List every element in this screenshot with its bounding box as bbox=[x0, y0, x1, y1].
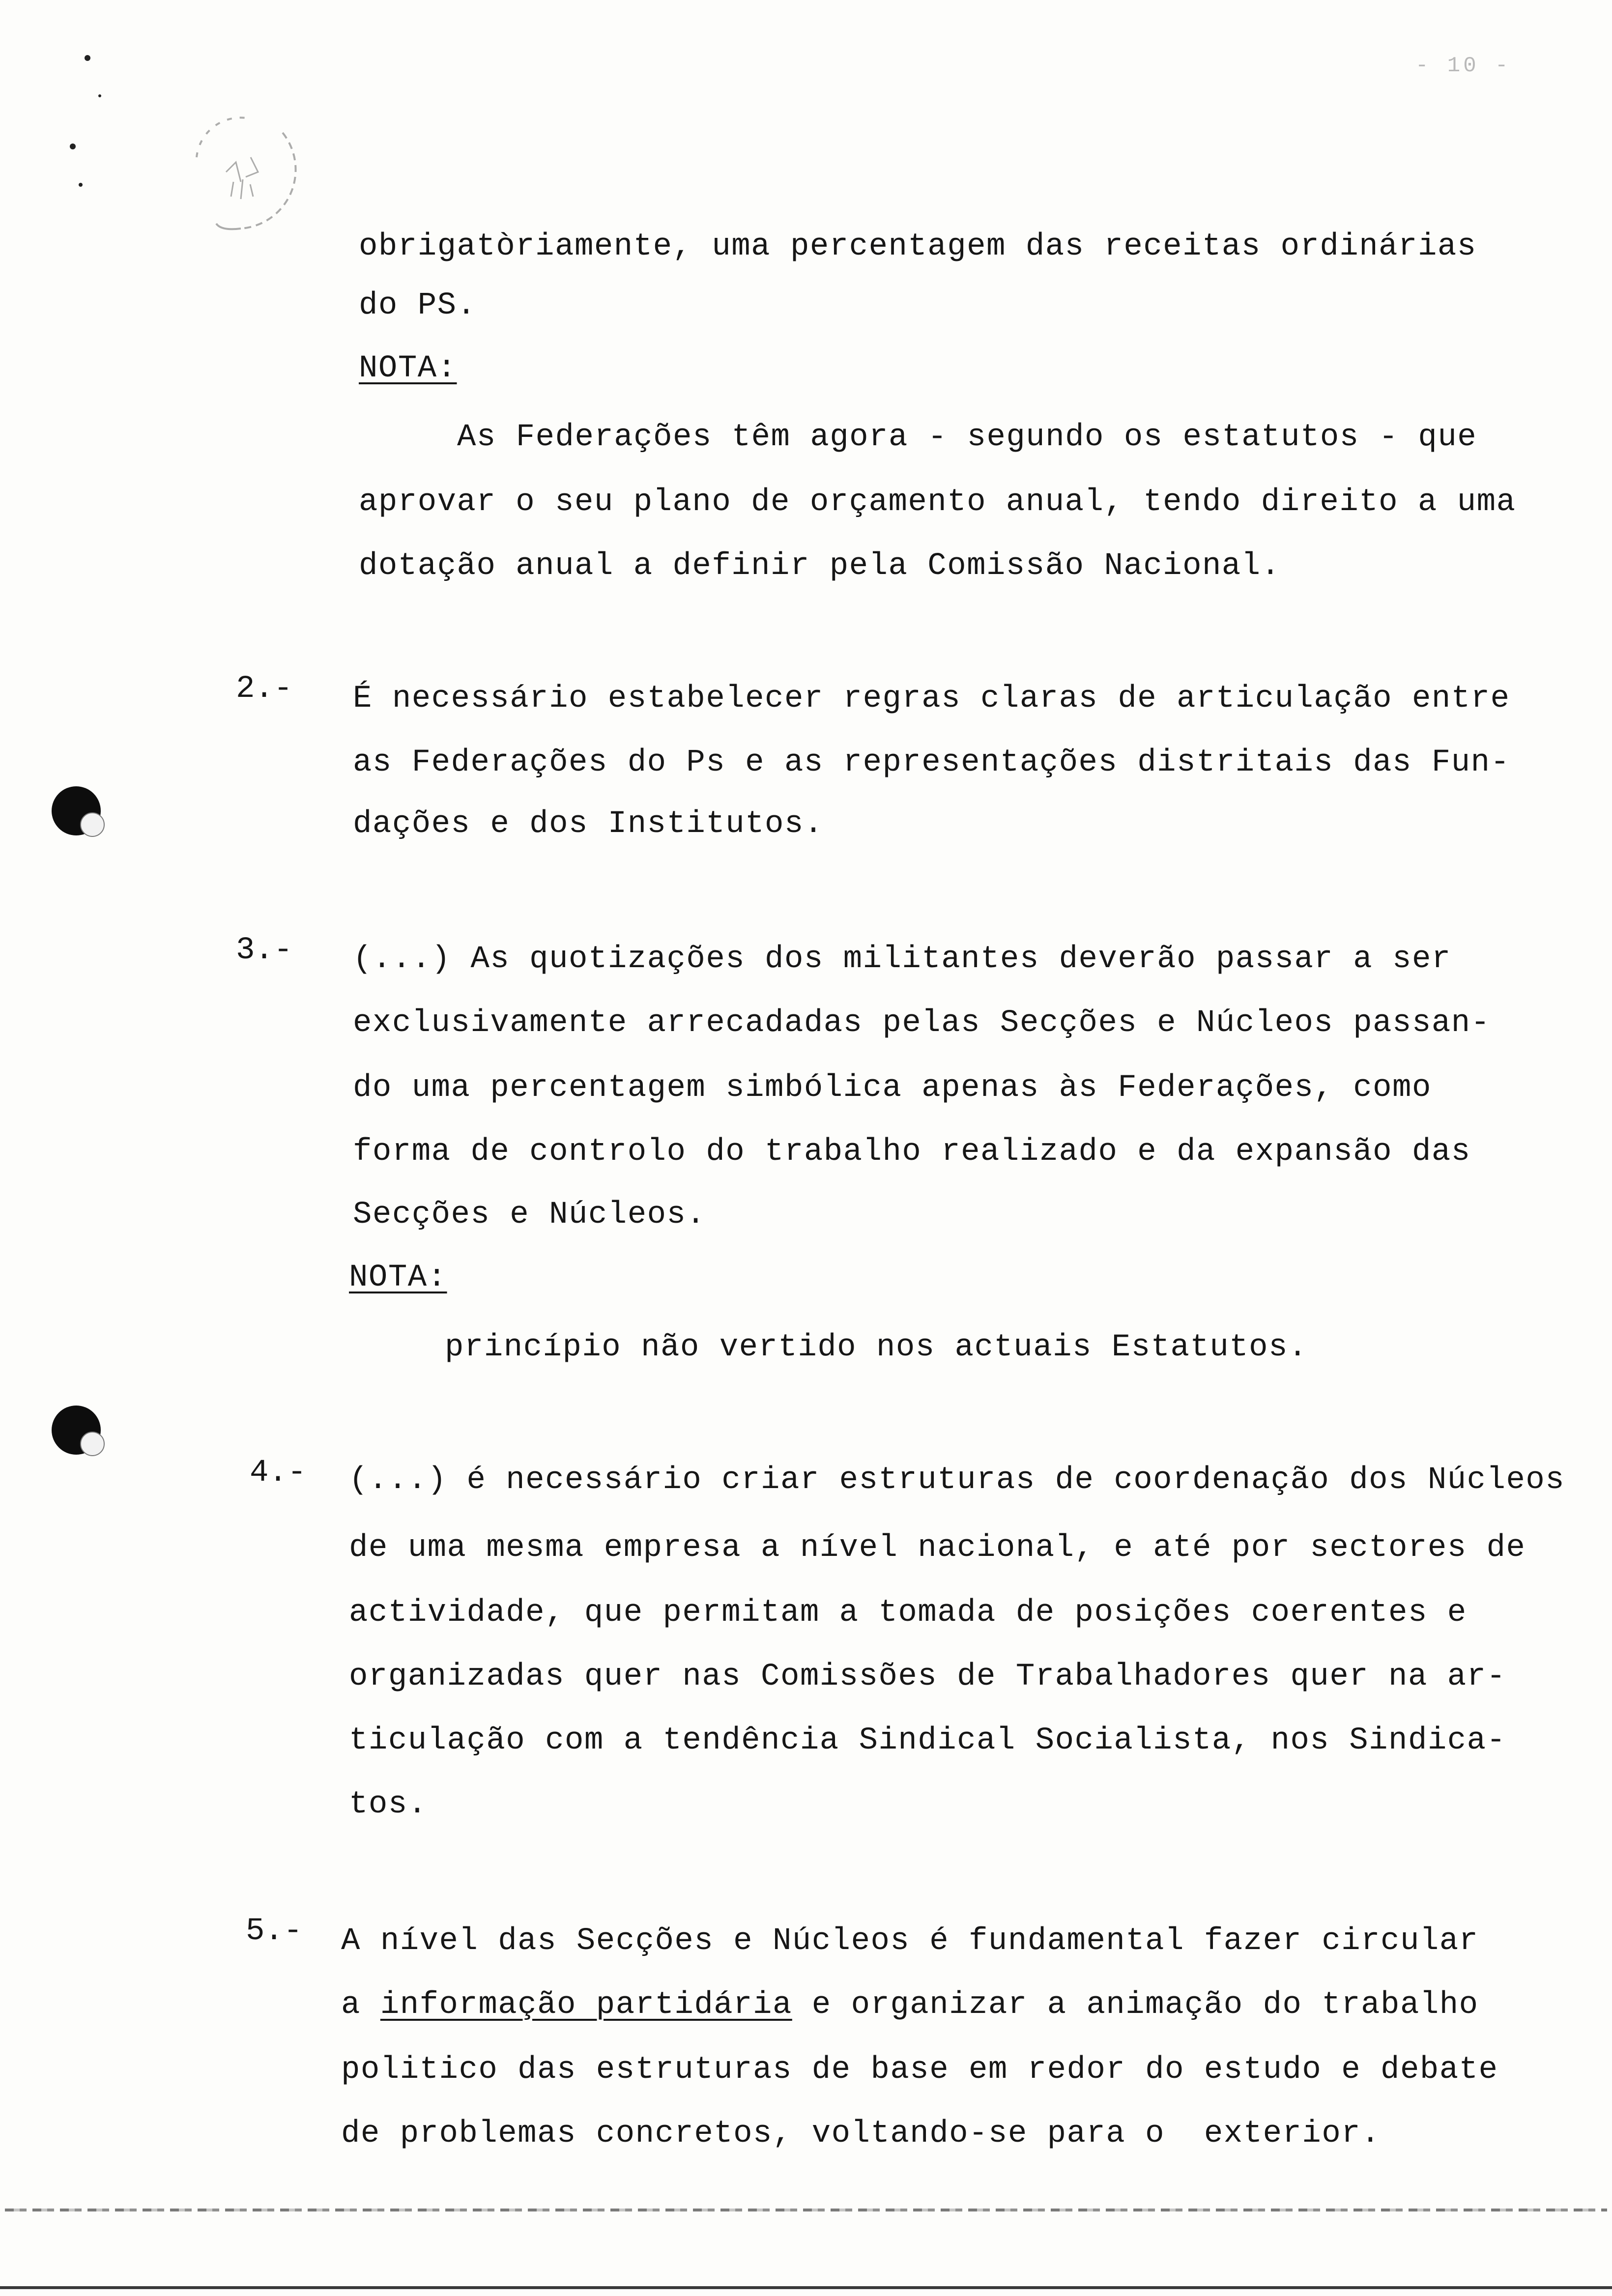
item-line bbox=[341, 1989, 1479, 2021]
item-line-prefix: a bbox=[341, 1987, 380, 2023]
item-number: 5.- bbox=[246, 1914, 303, 1949]
page-number: - 10 - bbox=[1415, 54, 1511, 78]
ink-speck bbox=[70, 144, 76, 149]
item-line: tos. bbox=[349, 1787, 428, 1822]
round-stamp-icon bbox=[167, 98, 310, 241]
item-line: A nível das Secções e Núcleos é fundamental fazer circular bbox=[341, 1923, 1479, 1959]
item-line: ticulação com a tendência Sindical Socialista, nos Sindica- bbox=[349, 1723, 1506, 1758]
intro-line: obrigatòriamente, uma percentagem das receitas ordinárias bbox=[359, 229, 1477, 264]
item-line: de uma mesma empresa a nível nacional, e até por sectores de bbox=[349, 1530, 1526, 1566]
note-line: princípio não vertido nos actuais Estatutos. bbox=[445, 1330, 1308, 1365]
punch-hole-icon bbox=[49, 1406, 108, 1460]
item-line: politico das estruturas de base em redor do estudo e debate bbox=[341, 2052, 1498, 2088]
underlined-phrase: informação partidária bbox=[380, 1987, 792, 2023]
note-label: NOTA: bbox=[359, 351, 457, 386]
item-line: Secções e Núcleos. bbox=[353, 1197, 706, 1233]
item-number: 2.- bbox=[236, 671, 293, 707]
item-line: organizadas quer nas Comissões de Trabalhadores quer na ar- bbox=[349, 1659, 1506, 1694]
item-line: (...) As quotizações dos militantes deverão passar a ser bbox=[353, 942, 1451, 977]
scan-edge-line bbox=[5, 2209, 1607, 2211]
item-line: exclusivamente arrecadadas pelas Secções e Núcleos passan- bbox=[353, 1005, 1491, 1041]
punch-hole-icon bbox=[49, 786, 108, 840]
note-line: dotação anual a definir pela Comissão Nacional. bbox=[359, 548, 1281, 584]
item-line: as Federações do Ps e as representações distritais das Fun- bbox=[353, 745, 1510, 780]
note-label: NOTA: bbox=[349, 1260, 447, 1295]
note-line: aprovar o seu plano de orçamento anual, tendo direito a uma bbox=[359, 485, 1516, 520]
intro-line: do PS. bbox=[359, 288, 477, 323]
note-line: As Federações têm agora - segundo os estatutos - que bbox=[457, 420, 1477, 455]
item-line: actividade, que permitam a tomada de posições coerentes e bbox=[349, 1595, 1467, 1631]
ink-speck bbox=[85, 55, 90, 61]
item-line: de problemas concretos, voltando-se para o exterior. bbox=[341, 2116, 1381, 2152]
item-line-suffix: e organizar a animação do trabalho bbox=[792, 1987, 1479, 2023]
item-line: forma de controlo do trabalho realizado e da expansão das bbox=[353, 1134, 1471, 1170]
item-line: dações e dos Institutos. bbox=[353, 806, 824, 842]
ink-speck bbox=[98, 94, 101, 97]
item-line: É necessário estabelecer regras claras de articulação entre bbox=[353, 681, 1510, 717]
item-line: (...) é necessário criar estruturas de coordenação dos Núcleos bbox=[349, 1463, 1565, 1498]
item-line: do uma percentagem simbólica apenas às Federações, como bbox=[353, 1070, 1432, 1106]
item-number: 4.- bbox=[250, 1455, 307, 1491]
ink-speck bbox=[79, 183, 83, 187]
page-bottom-rule bbox=[0, 2286, 1612, 2289]
item-number: 3.- bbox=[236, 933, 293, 968]
